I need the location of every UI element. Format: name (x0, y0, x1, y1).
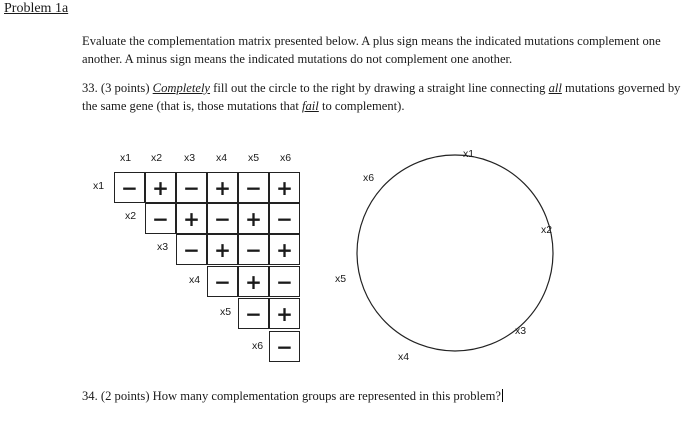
question-34 (82, 389, 503, 404)
matrix-cell: − (145, 203, 176, 234)
text-cursor (502, 389, 503, 402)
circle-label: x1 (463, 148, 475, 160)
matrix-col-header: x6 (280, 152, 292, 164)
matrix-col-header: x3 (184, 152, 196, 164)
q33-lead: 33. (3 points) (82, 81, 153, 95)
circle-label: x2 (541, 224, 553, 236)
matrix-col-header: x2 (151, 152, 163, 164)
matrix-row-label: x5 (220, 306, 232, 318)
q34-text: 34. (2 points) How many complementation groups are represented in this problem? (82, 389, 501, 403)
circle-label: x5 (335, 273, 347, 285)
matrix-cell: + (207, 234, 238, 265)
q33-emph-all: all (548, 81, 562, 95)
matrix-col-header: x5 (248, 152, 260, 164)
problem-title: Problem 1a (4, 1, 69, 16)
matrix-col-header: x1 (120, 152, 132, 164)
matrix-col-header: x4 (216, 152, 228, 164)
matrix-cell: − (269, 266, 300, 297)
matrix-row-label: x1 (93, 180, 105, 192)
matrix-cell: − (238, 234, 269, 265)
matrix-cell: + (238, 203, 269, 234)
circle-label: x6 (363, 172, 375, 184)
circle-label: x4 (398, 351, 410, 363)
matrix-cell: + (238, 266, 269, 297)
matrix-cell: − (269, 331, 300, 362)
mutation-circle[interactable] (357, 155, 553, 351)
matrix-cell: − (207, 203, 238, 234)
matrix-cell: − (207, 266, 238, 297)
intro-text: Evaluate the complementation matrix presented below. A plus sign means the indicated mutations complement one another. A minus sign means the indicated mutations do not complement one another. (82, 34, 661, 66)
q33-mid1: fill out the circle to the right by drawing a straight line connecting (210, 81, 549, 95)
matrix-cell: − (238, 172, 269, 203)
matrix-cell: − (269, 203, 300, 234)
matrix-cell: + (176, 203, 207, 234)
q33-end: to complement). (318, 98, 405, 113)
matrix-cell: − (238, 298, 269, 329)
matrix-cell: − (176, 234, 207, 265)
q33-emph-completely: Completely (152, 81, 211, 95)
circle-label: x3 (515, 325, 527, 337)
matrix-cell: − (176, 172, 207, 203)
q33-emph-fail: fail (302, 98, 319, 113)
q33-mid2: mutations governed by the same gene (that is, those mutations that (82, 81, 681, 113)
matrix-cell: + (269, 172, 300, 203)
matrix-cell: + (269, 234, 300, 265)
matrix-row-label: x6 (252, 340, 264, 352)
matrix-row-label: x4 (189, 274, 201, 286)
matrix-cell: + (207, 172, 238, 203)
matrix-cell: + (145, 172, 176, 203)
matrix-row-label: x2 (125, 210, 137, 222)
matrix-row-label: x3 (157, 241, 169, 253)
matrix-cell: − (114, 172, 145, 203)
matrix-cell: + (269, 298, 300, 329)
